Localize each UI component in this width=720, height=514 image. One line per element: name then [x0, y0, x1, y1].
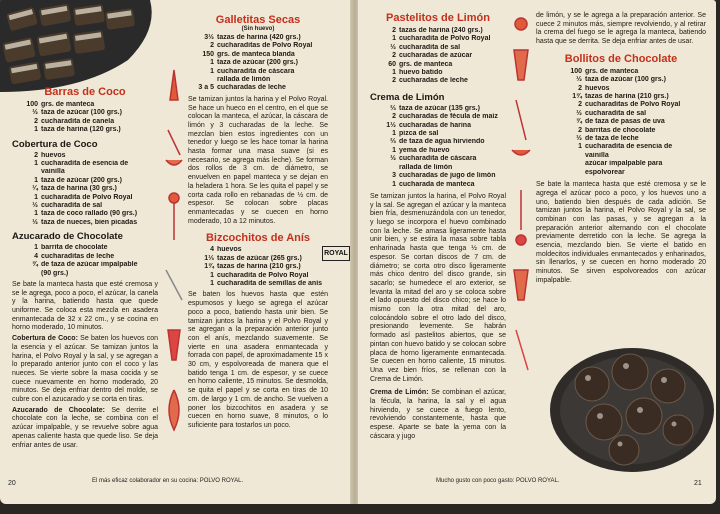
ingredient-line: [370, 44, 506, 52]
ingredient-text: cucharadita de sal: [399, 43, 461, 51]
chocolate-muffins-photo: [544, 334, 714, 474]
ingredient-quantity: 1: [392, 130, 396, 138]
ingredient-quantity: 3: [392, 172, 396, 180]
ingredient-quantity: 2: [578, 84, 582, 92]
ingredient-quantity: 2: [578, 101, 582, 109]
ingredient-text: tazas de harina (240 grs.): [399, 27, 483, 34]
ingredient-quantity: ¼: [32, 185, 38, 193]
ingredient-text: tazas de azúcar (265 grs.): [217, 254, 302, 262]
ingredient-text: de taza de azúcar impalpable: [41, 261, 138, 269]
ingredient-quantity: 1: [34, 210, 38, 218]
bollitos-ingredients: [556, 68, 706, 177]
ingredient-quantity: ½: [576, 135, 582, 143]
ingredient-line: [370, 172, 506, 180]
ingredient-quantity: 150: [202, 50, 214, 58]
galletitas-ingredients: [188, 34, 328, 93]
decorative-utensils-right: [508, 10, 534, 390]
ingredient-line: [12, 194, 158, 202]
ingredient-line: [370, 61, 506, 69]
cobertura-method: Cobertura de Coco: Se baten los huevos con la esencia y el azúcar. Se tamizan juntos la harina, el Polvo Royal y la sal, y se agregan a lo preparado anterior junto con el coco y las nueces. Se vierte sobre la masa cocida y se cuece nuevamente en horno moderado, 20 minutos. Se deja enfriar dentro del molde, se cubre con el azucarado y se corta en tiras.: [12, 335, 158, 404]
ingredient-line: [556, 68, 706, 76]
pastelitos-title: Pastelitos de Limón: [386, 12, 490, 24]
ingredient-text: cucharadita de esencia de: [41, 160, 129, 168]
ingredient-text: cucharadas de azúcar: [399, 52, 473, 60]
galletitas-method: Se tamizan juntos la harina y el Polvo Royal. Se hace un hueco en el centro, en el que se colocan la manteca, el azúcar, la cáscara de limón y 3 cucharadas de la leche. Se mezclan bien estos ingredientes con un tenedor y luego se les hace tomar la harina hasta formar una masa suave (si es necesario, se agrega más leche). Se forman dos rollos de 3 cm. de diámetro, se envuelven en papel manteca y se dejan en la heladera 1 hora. Se les quita el papel y se corta cada rollo en rebanadas de ½ cm. de espesor. Se colocan sobre placas enmantecadas y se cuecen en horno moderado, 10 a 12 minutos.: [188, 95, 328, 225]
ingredient-text: cucharadita de Polvo Royal: [217, 271, 309, 279]
ingredient-quantity: 2: [392, 27, 396, 34]
crema-title: Crema de Limón: [370, 91, 445, 103]
crema-ingredients: [370, 105, 506, 189]
ingredient-text: de taza de agua hirviendo: [399, 138, 485, 146]
ingredient-quantity: 2: [578, 126, 582, 134]
ingredient-text: grs. de manteca: [41, 101, 95, 108]
royal-logo: ROYAL: [322, 246, 350, 261]
ingredient-quantity: ½: [390, 155, 396, 163]
ingredient-line: [370, 122, 506, 130]
ingredient-line: [188, 255, 328, 263]
ingredient-line: [370, 147, 506, 155]
ingredient-quantity: 1⅓: [204, 254, 214, 262]
ingredient-quantity: 2: [392, 52, 396, 60]
ingredient-text: tazas de harina (420 grs.): [217, 34, 301, 41]
ingredient-line: [188, 84, 328, 92]
ingredient-text: (90 grs.): [41, 269, 69, 277]
ingredient-quantity: ½: [390, 43, 396, 51]
ingredient-text: cucharadita de cáscara: [399, 155, 477, 163]
left-page: [0, 0, 352, 504]
crema-method: Crema de Limón: Se combinan el azúcar, la fécula, la harina, la sal y el agua hirviendo, y se cuece a fuego lento, revolviendo constantemente, hasta que espese. Aparte se bate la yema con la cáscara y jugo: [370, 389, 506, 440]
ingredient-line: [12, 185, 158, 193]
ingredient-text: yema de huevo: [399, 146, 450, 154]
ingredient-quantity: 1: [210, 59, 214, 67]
ingredient-text: cucharaditas de leche: [41, 252, 115, 260]
ingredient-line: [556, 143, 706, 151]
ingredient-line: [188, 42, 328, 50]
ingredient-line: [556, 118, 706, 126]
ingredient-line: [556, 127, 706, 135]
ingredient-text: tazas de harina (210 grs.): [585, 93, 669, 101]
ingredient-text: huevos: [41, 151, 66, 159]
coconut-bars-photo: [0, 0, 158, 96]
ingredient-quantity: 1: [578, 143, 582, 151]
ingredient-text: tazas de harina (210 grs.): [217, 263, 301, 271]
ingredient-text: azúcar impalpable para: [585, 160, 663, 168]
ingredient-line: [12, 126, 158, 134]
ingredient-line: [370, 138, 506, 146]
ingredient-quantity: 2: [34, 151, 38, 159]
ingredient-line: [370, 113, 506, 121]
ingredient-quantity: 100: [570, 67, 582, 75]
ingredient-quantity: 1: [34, 193, 38, 201]
ingredient-line: [370, 164, 506, 172]
ingredient-line: [370, 69, 506, 77]
ingredient-line: [188, 280, 328, 288]
ingredient-text: cucharaditas de Polvo Royal: [585, 101, 681, 109]
ingredient-line: [12, 101, 158, 109]
ingredient-text: taza de harina (120 grs.): [41, 126, 121, 134]
ingredient-line: [12, 177, 158, 185]
ingredient-line: [370, 27, 506, 35]
ingredient-line: [556, 101, 706, 109]
pastelitos-method: Se tamizan juntos la harina, el Polvo Royal y la sal. Se agregan el azúcar y la manteca bien fría, desmenuzándola con un tenedor, y luego se incorpora el huevo combinado con la leche. Se amasa ligeramente hasta unir bien, y se estira la masa sobre tabla enharinada hasta que tenga ½ cm. de espesor. Se cortan discos de 7 cm. de diámetro; se corta otro disco ligeramente más chico dentro del disco grande, sin sacarlo; se humedece el aro exterior, se levanta la mitad del aro y se coloca sobre el lado opuesto del disco chico; se hace lo mismo con la otra mitad del aro, colocándolo sobre el otro lado del disco, presionando levemente. Se habrán formado así pastelitos abiertos, que se pintan con huevo batido y se colocan sobre placa de horno ligeramente enmantecada. Se cuecen en horno caliente, 15 minutos. Una vez bien fríos, se rellenan con la Crema de Limón.: [370, 192, 506, 383]
ingredient-line: [188, 51, 328, 59]
ingredient-text: taza de harina (30 grs.): [41, 185, 117, 193]
ingredient-quantity: 1: [392, 35, 396, 43]
ingredient-quantity: ½: [576, 109, 582, 117]
ingredient-text: cucharadita de sal: [41, 202, 103, 210]
ingredient-quantity: 1: [392, 180, 396, 188]
ingredient-line: [556, 169, 706, 177]
ingredient-text: de taza de leche: [585, 135, 639, 143]
ingredient-text: rallada de limón: [217, 76, 271, 84]
cobertura-ingredients: [12, 152, 158, 228]
ingredient-line: [370, 181, 506, 189]
ingredient-quantity: ½: [32, 202, 38, 210]
ingredient-line: [556, 85, 706, 93]
ingredient-text: taza de nueces, bien picadas: [41, 218, 138, 226]
ingredient-line: [556, 110, 706, 118]
ingredient-quantity: 1: [34, 176, 38, 184]
ingredient-line: [370, 155, 506, 163]
barras-title: Barras de Coco: [44, 86, 126, 98]
ingredient-text: rallada de limón: [399, 163, 453, 171]
ingredient-text: grs. de manteca: [399, 60, 453, 68]
right-page: [358, 0, 716, 504]
ingredient-quantity: 1: [34, 244, 38, 252]
ingredient-line: [12, 261, 158, 269]
ingredient-quantity: 2: [210, 42, 214, 50]
galletitas-subtitle: (Sin huevo): [241, 26, 275, 32]
ingredient-text: cucharadita de semillas de anís: [217, 280, 323, 288]
ingredient-text: cucharadas de harina: [399, 121, 471, 129]
ingredient-text: cucharadas de leche: [399, 77, 468, 85]
ingredient-text: pizca de sal: [399, 130, 439, 138]
ingredient-quantity: 2: [392, 77, 396, 85]
ingredient-text: barritas de chocolate: [585, 126, 656, 134]
right-page-number: 21: [694, 480, 702, 487]
ingredient-quantity: 60: [388, 60, 396, 68]
ingredient-quantity: 1: [210, 280, 214, 288]
ingredient-line: [12, 244, 158, 252]
ingredient-line: [556, 93, 706, 101]
ingredient-quantity: 1: [392, 146, 396, 154]
galletitas-title: Galletitas Secas: [215, 14, 301, 26]
ingredient-quantity: 1: [34, 126, 38, 134]
ingredient-line: [556, 160, 706, 168]
pastelitos-ingredients: [370, 27, 506, 86]
ingredient-text: taza de azúcar (135 grs.): [399, 104, 480, 112]
ingredient-text: taza de azúcar (200 grs.): [217, 59, 298, 67]
ingredient-quantity: 4: [210, 246, 214, 254]
ingredient-quantity: 2: [34, 117, 38, 125]
ingredient-text: cucharadas de jugo de limón: [399, 172, 496, 180]
ingredient-line: [12, 253, 158, 261]
ingredient-text: cucharadas de leche: [217, 84, 286, 92]
azucarado-method: Azucarado de Chocolate: Se derrite el chocolate con la leche, se combina con el azúcar impalpable, y se revuelve sobre agua apenas caliente hasta que quede liso. Se deja enfriar antes de usar.: [12, 406, 158, 449]
bollitos-column: [536, 12, 706, 286]
bizcochitos-method: Se baten los huevos hasta que estén espumosos y luego se agrega el azúcar poco a poco, batiendo hasta unir bien. Se tamizan juntos la harina y el Polvo Royal y se agregan a la preparación anterior junto con el anís, mezclando suavemente. Se vierte en una asadera enmantecada y forrada con papel, de aproximadamente 15 x 30 cm, y espolvoreada de manera que el batido tenga 1 cm. de espesor, y se cuece en horno caliente, 15 minutos. Se desmolda, se quita el papel y se corta en tiras de 10 cm. de largo y 1 cm. de ancho. Se vuelven a poner los bizcochitos en asadera y se cuecen en horno suave, 8 minutos, o lo suficiente para tostarlos un poco.: [188, 291, 328, 429]
ingredient-line: [12, 109, 158, 117]
ingredient-text: taza de azúcar (100 grs.): [41, 109, 122, 117]
ingredient-quantity: 1½: [386, 121, 396, 129]
bollitos-title: Bollitos de Chocolate: [564, 52, 678, 65]
ingredient-quantity: ⅔: [390, 104, 396, 112]
ingredient-quantity: 3 a 5: [198, 84, 214, 92]
ingredient-quantity: 1: [210, 271, 214, 279]
ingredient-quantity: 1¾: [572, 93, 582, 101]
ingredient-text: cucharadita de esencia de: [585, 143, 673, 151]
ingredient-line: [12, 160, 158, 168]
ingredient-quantity: 100: [26, 101, 38, 108]
ingredient-text: taza de azúcar (100 grs.): [585, 76, 666, 84]
ingredient-line: [370, 130, 506, 138]
ingredient-text: vainilla: [41, 168, 65, 176]
bizcochitos-ingredients: [188, 246, 328, 288]
ingredient-line: [12, 152, 158, 160]
ingredient-line: [188, 263, 328, 271]
ingredient-line: [556, 152, 706, 160]
ingredient-line: [188, 76, 328, 84]
right-footer: Mucho gusto con poco gasto: POLVO ROYAL.: [436, 478, 560, 484]
ingredient-text: cucharadita de sal: [585, 109, 647, 117]
left-column: [12, 86, 158, 450]
bollitos-method: Se bate la manteca hasta que esté cremosa y se le agrega el azúcar poco a poco, y los huevos uno a uno, batiendo bien después de cada adición. Se tamizan juntos la harina, el Polvo Royal y la sal, se combinan con las pasas, y se agregan a la preparación anterior alternando con el chocolate previamente derretido con la leche. Se agrega la esencia, mezclando bien. Se vierte el batido en moldecitos individuales enmantecados y enharinados, sin llenarlos, y se cuecen en horno moderado 20 minutos. Se sirven espolvoreados con azúcar impalpable.: [536, 181, 706, 284]
barras-ingredients: [12, 101, 158, 135]
ingredient-quantity: 1¾: [204, 263, 214, 271]
ingredient-line: [12, 118, 158, 126]
ingredient-text: grs. de manteca: [585, 67, 639, 75]
ingredient-line: [370, 52, 506, 60]
middle-column: [188, 14, 328, 431]
barras-method: Se bate la manteca hasta que esté cremosa y se le agrega, poco a poco, el azúcar, la canela y la harina, batiendo hasta que quede uniforme. Se coloca esta mezcla en asadera enmantecada de 32 x 22 cm., y se cocina en horno moderado, 10 minutos.: [12, 280, 158, 332]
ingredient-text: cucharadita de cáscara: [217, 67, 295, 75]
azucarado-ingredients: [12, 244, 158, 278]
ingredient-line: [370, 35, 506, 43]
ingredient-line: [12, 168, 158, 176]
ingredient-quantity: 1: [210, 67, 214, 75]
ingredient-text: grs. de manteca blanda: [217, 50, 295, 58]
ingredient-line: [188, 34, 328, 42]
ingredient-quantity: ¾: [32, 261, 38, 269]
ingredient-text: huevos: [217, 246, 242, 254]
ingredient-text: huevo batido: [399, 69, 443, 77]
ingredient-text: cucharadita de Polvo Royal: [399, 35, 491, 43]
azucarado-title: Azucarado de Chocolate: [12, 231, 123, 243]
ingredient-quantity: ½: [32, 218, 38, 226]
ingredient-line: [12, 202, 158, 210]
ingredient-text: espolvorear: [585, 168, 625, 176]
ingredient-text: de taza de pasas de uva: [585, 118, 665, 126]
ingredient-quantity: ¾: [576, 118, 582, 126]
ingredient-line: [12, 270, 158, 278]
ingredient-quantity: 1: [392, 69, 396, 77]
ingredient-text: barrita de chocolate: [41, 244, 108, 252]
left-footer: El más eficaz colaborador en su cocina: POLVO ROYAL.: [92, 478, 244, 484]
ingredient-quantity: 4: [34, 252, 38, 260]
ingredient-text: cucharada de manteca: [399, 180, 475, 188]
left-page-number: 20: [8, 480, 16, 487]
ingredient-text: huevos: [585, 84, 610, 92]
ingredient-line: [370, 77, 506, 85]
ingredient-text: taza de coco rallado (90 grs.): [41, 210, 138, 218]
ingredient-quantity: ½: [576, 76, 582, 84]
ingredient-line: [12, 219, 158, 227]
crema-method-continued: de limón, y se le agrega a la preparación anterior. Se cuece 2 minutos más, siempre revolviendo, y al retirar la crema del fuego se le agrega la manteca, batiendo hasta que se derrita. Se deja enfriar antes de usar.: [536, 12, 706, 46]
ingredient-quantity: ⅔: [390, 138, 396, 146]
pastelitos-column: [370, 12, 506, 442]
bizcochitos-title: Bizcochitos de Anís: [205, 232, 311, 245]
ingredient-text: cucharaditas de Polvo Royal: [217, 42, 313, 50]
ingredient-line: [370, 105, 506, 113]
ingredient-line: [12, 210, 158, 218]
ingredient-line: [188, 272, 328, 280]
ingredient-quantity: 3½: [204, 34, 214, 41]
cobertura-title: Cobertura de Coco: [12, 138, 98, 150]
ingredient-text: cucharadas de fécula de maíz: [399, 113, 498, 121]
ingredient-line: [188, 59, 328, 67]
ingredient-line: [188, 246, 328, 254]
kitchen-utensils-illustration: [160, 60, 188, 460]
ingredient-quantity: 1: [34, 160, 38, 168]
ingredient-quantity: ½: [32, 109, 38, 117]
ingredient-text: cucharadita de canela: [41, 117, 115, 125]
ingredient-line: [556, 76, 706, 84]
ingredient-quantity: 2: [392, 113, 396, 121]
ingredient-line: [188, 68, 328, 76]
ingredient-text: taza de azúcar (200 grs.): [41, 176, 122, 184]
ingredient-line: [556, 135, 706, 143]
ingredient-text: cucharadita de Polvo Royal: [41, 193, 133, 201]
ingredient-text: vainilla: [585, 151, 609, 159]
